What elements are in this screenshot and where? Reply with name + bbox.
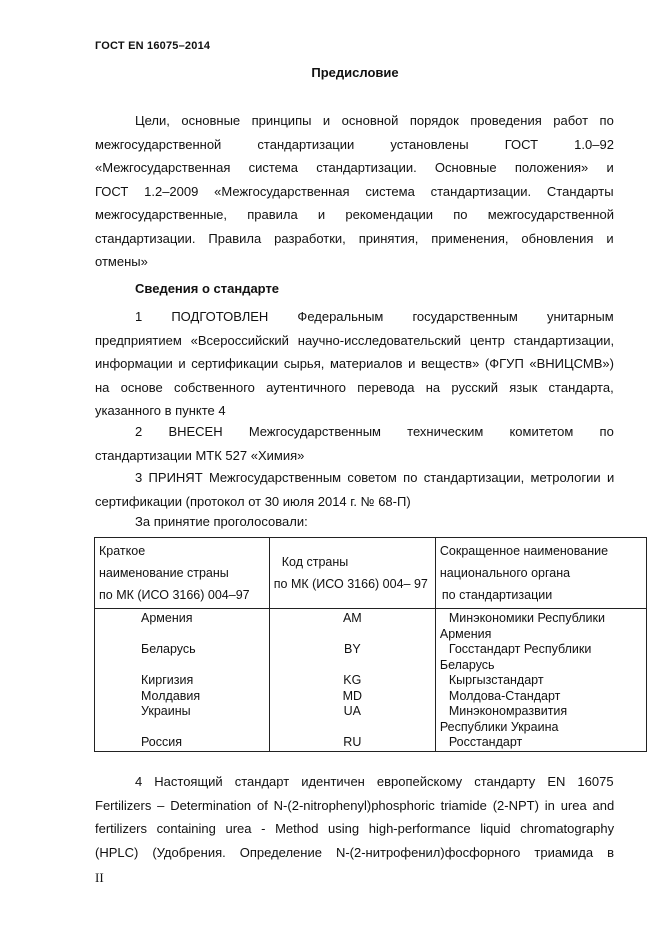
table-cell-org: Молдова-Стандарт: [448, 688, 561, 703]
org-column: [435, 609, 646, 752]
table-cell-code: MD: [342, 688, 363, 703]
org-text: Минэкономики Республики: [448, 611, 605, 625]
header-line: национального органа: [439, 566, 571, 580]
spacer: [95, 658, 269, 674]
document-code: ГОСТ EN 16075–2014: [95, 40, 211, 52]
table-cell-org: Минэкономразвития: [448, 704, 568, 718]
text-line: предприятием «Всероссийский научно-исследовательский центр стандартизации,: [95, 332, 615, 348]
text-line: стандартизации МТК 527 «Химия»: [95, 447, 305, 463]
header-line: по МК (ИСО 3166) 004–97: [99, 588, 250, 602]
page-title: Предисловие: [311, 65, 399, 80]
header-line: по стандартизации: [441, 588, 553, 602]
table-cell-code: RU: [343, 735, 362, 749]
table-cell-code: KG: [343, 673, 362, 687]
item-2-paragraph: [95, 420, 614, 467]
header-org: [435, 538, 646, 609]
text-line: ГОСТ 1.2–2009 «Межгосударственная система стандартизации. Стандарты: [95, 183, 614, 199]
header-code: [269, 538, 435, 609]
text-line: межгосударственные, правила и рекомендации по межгосударственной: [95, 207, 615, 222]
text-line: fertilizers containing urea - Method using high-performance liquid chromatography: [95, 821, 615, 836]
table-cell-code: BY: [343, 642, 361, 656]
spacer: [270, 720, 435, 736]
table-cell-country: Киргизия: [141, 673, 194, 687]
table-cell-org-cont: Армения: [439, 626, 492, 641]
table-cell-country: Армения: [141, 611, 193, 625]
table-cell-country: Россия: [141, 735, 182, 749]
table-cell-org: Кыргызстандарт: [448, 673, 544, 687]
voting-table: [94, 537, 647, 752]
text-line: 4 Настоящий стандарт идентичен европейскому стандарту EN 16075: [135, 774, 614, 789]
table-cell-country: Беларусь: [141, 642, 196, 656]
text-line: (HPLC) (Удобрения. Определение N-(2-нитрофенил)фосфорного триамида в: [95, 844, 614, 860]
text-line: межгосударственной стандартизации установлены ГОСТ 1.0–92: [95, 136, 614, 152]
votes-label: За принятие проголосовали:: [135, 514, 308, 529]
spacer: [270, 658, 435, 674]
text-line: Fertilizers – Determination of N-(2-nitrophenyl)phosphoric triamide (2-NPT) in urea and: [95, 797, 615, 813]
text-line: стандартизации. Правила разработки, принятия, применения, обновления и: [95, 230, 614, 246]
text-line: 1 ПОДГОТОВЛЕН Федеральным государственным унитарным: [135, 309, 614, 324]
table-cell-org-cont: Республики Украина: [439, 719, 559, 734]
text-line: 2 ВНЕСЕН Межгосударственным техническим комитетом по: [135, 424, 614, 439]
table-cell-code: UA: [343, 704, 362, 718]
table-body-row: [95, 609, 647, 752]
text-line: указанного в пункте 4: [95, 403, 226, 418]
table-cell-org: Росстандарт: [448, 735, 523, 749]
text-line: информации и сертификации сырья, материалов и веществ» (ФГУП «ВНИЦСМВ»): [95, 356, 614, 371]
table-cell-org: [436, 611, 646, 627]
header-country: [95, 538, 270, 609]
header-line: Сокращенное наименование: [439, 544, 609, 558]
page-number: II: [95, 870, 104, 885]
org-text: Госстандарт Республики: [448, 642, 592, 656]
table-cell-org-cont: Беларусь: [439, 657, 495, 672]
text-line: отмены»: [95, 254, 148, 269]
table-cell-country: Украины: [141, 704, 191, 718]
section-subtitle: Сведения о стандарте: [135, 281, 280, 296]
table-cell-country: Молдавия: [141, 688, 201, 703]
text-line: сертификации (протокол от 30 июля 2014 г. № 68-П): [95, 493, 411, 509]
item-4-paragraph: [95, 770, 614, 864]
header-line: Краткое: [99, 544, 146, 558]
country-column: [95, 609, 270, 752]
code-column: [269, 609, 435, 752]
table-cell-code: AM: [342, 611, 362, 625]
intro-paragraph: [95, 109, 614, 274]
table-header-row: [95, 538, 647, 609]
text-line: Цели, основные принципы и основной порядок проведения работ по: [135, 113, 614, 128]
header-line: наименование страны: [99, 566, 229, 580]
text-line: 3 ПРИНЯТ Межгосударственным советом по стандартизации, метрологии и: [135, 470, 615, 485]
item-1-paragraph: [95, 305, 614, 423]
header-line: по МК (ИСО 3166) 004– 97: [273, 577, 428, 591]
text-line: на основе собственного аутентичного перевода на русский язык стандарта,: [95, 379, 614, 395]
text-line: «Межгосударственная система стандартизации. Основные положения» и: [95, 160, 614, 175]
spacer: [270, 627, 435, 643]
spacer: [95, 627, 269, 643]
spacer: [95, 720, 269, 736]
table-cell-org: [436, 642, 646, 658]
item-3-paragraph: [95, 466, 614, 513]
header-line: Код страны: [281, 555, 349, 569]
